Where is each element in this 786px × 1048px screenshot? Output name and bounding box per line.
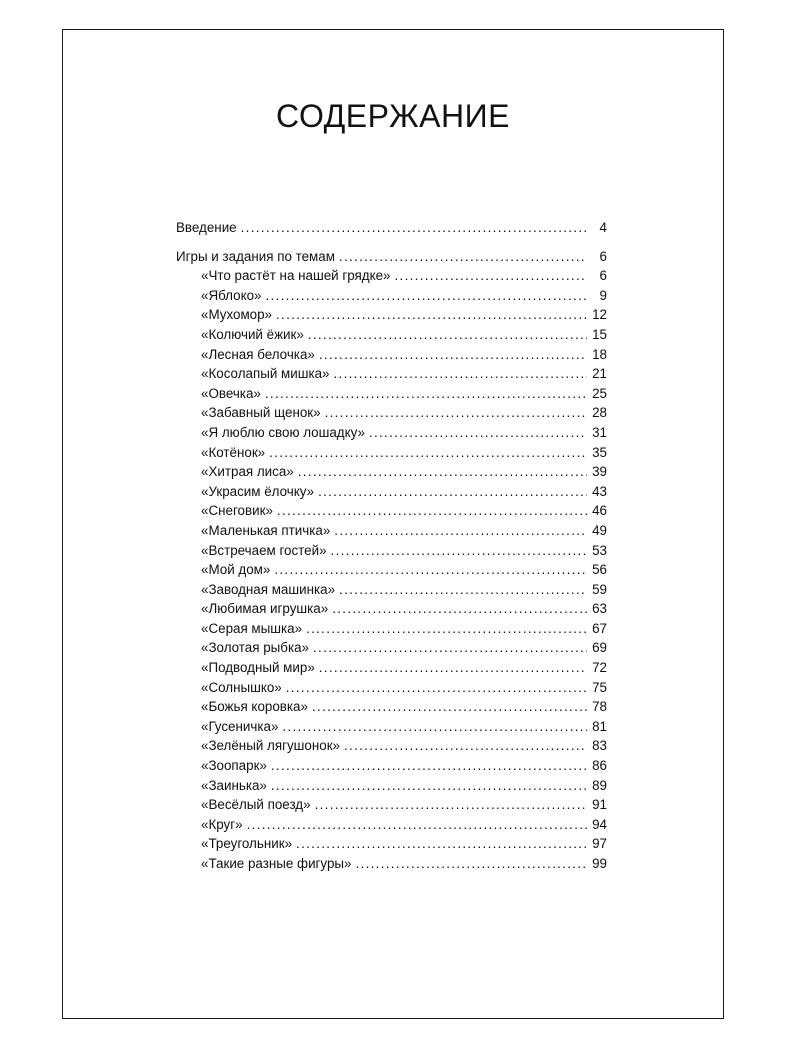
toc-entry-page-number: 99 — [592, 856, 607, 871]
dot-leader — [247, 815, 587, 835]
dot-leader — [266, 286, 588, 306]
toc-entry — [201, 560, 607, 580]
dot-leader — [265, 384, 587, 404]
toc-entry-label: «Любимая игрушка» — [201, 601, 329, 617]
dot-leader — [271, 776, 587, 796]
toc-entry-page-number: 75 — [592, 679, 607, 695]
toc-entry-label: «Я люблю свою лошадку» — [201, 424, 365, 440]
dot-leader — [277, 501, 587, 521]
toc-entry — [201, 815, 607, 835]
toc-entry-page-number: 83 — [592, 738, 607, 754]
dot-leader — [312, 697, 587, 717]
dot-leader — [274, 560, 587, 580]
toc-entry-page-number: 31 — [592, 424, 607, 440]
toc-entry — [201, 638, 607, 658]
toc-entry-label: «Колючий ёжик» — [201, 326, 304, 342]
toc-entry-page-number: 81 — [592, 718, 607, 734]
toc-entry-page-number: 97 — [592, 836, 607, 852]
dot-leader — [308, 325, 587, 345]
toc-entry-label: «Гусеничка» — [201, 718, 279, 734]
toc-entry-page-number: 6 — [599, 248, 607, 264]
toc-entry — [201, 541, 607, 561]
toc-entry-page-number: 18 — [592, 346, 607, 362]
toc-entry-label: «Мухомор» — [201, 307, 272, 323]
toc-entry — [201, 286, 607, 306]
toc-entry — [201, 305, 607, 325]
dot-leader — [269, 443, 587, 463]
toc-entry-page-number: 6 — [599, 268, 607, 284]
toc-entry-page-number: 91 — [592, 797, 607, 813]
toc-entry — [201, 834, 607, 854]
toc-entry — [201, 266, 607, 286]
toc-entry-label: «Заинька» — [201, 777, 267, 793]
toc-entry — [176, 218, 607, 238]
dot-leader — [306, 619, 587, 639]
toc-entry-page-number: 21 — [592, 366, 607, 382]
toc-entry-label: «Встречаем гостей» — [201, 542, 327, 558]
toc-entry-page-number: 69 — [592, 640, 607, 656]
toc-entry-label: Введение — [176, 220, 237, 235]
toc-entry-label: «Серая мышка» — [201, 620, 303, 636]
toc-entry-page-number: 25 — [592, 385, 607, 401]
toc-entry — [201, 521, 607, 541]
dot-leader — [276, 305, 587, 325]
dot-leader — [318, 482, 587, 502]
toc-entry — [201, 580, 607, 600]
dot-leader — [298, 462, 587, 482]
dot-leader — [325, 403, 587, 423]
toc-entry — [201, 423, 607, 443]
toc-entry-page-number: 86 — [592, 758, 607, 774]
toc-entry-label: «Котёнок» — [201, 444, 266, 460]
toc-entry-label: «Овечка» — [201, 385, 261, 401]
toc-entry-page-number: 72 — [592, 660, 607, 676]
toc-entry — [201, 658, 607, 678]
toc-entry-label: «Яблоко» — [201, 287, 262, 303]
dot-leader — [334, 364, 587, 384]
toc-entry — [201, 678, 607, 698]
toc-entry — [176, 247, 607, 267]
dot-leader — [369, 423, 587, 443]
toc-entry-label: «Золотая рыбка» — [201, 640, 309, 656]
toc-entry — [201, 384, 607, 404]
toc-entry-page-number: 12 — [592, 307, 607, 323]
toc-entry-label: «Забавный щенок» — [201, 405, 321, 421]
toc-entry — [201, 599, 607, 619]
toc-entry-page-number: 53 — [592, 542, 607, 558]
dot-leader — [344, 736, 587, 756]
dot-leader — [332, 599, 587, 619]
toc-entry-page-number: 46 — [592, 503, 607, 519]
dot-leader — [319, 658, 587, 678]
toc-entry-page-number: 67 — [592, 620, 607, 636]
toc-entry-label: «Лесная белочка» — [201, 346, 315, 362]
toc-entry-label: «Треугольник» — [201, 836, 293, 852]
toc-entry — [201, 776, 607, 796]
toc-entry — [201, 619, 607, 639]
dot-leader — [282, 717, 587, 737]
toc-entry-label: «Украсим ёлочку» — [201, 483, 315, 499]
toc-entry-label: «Зелёный лягушонок» — [201, 738, 340, 754]
toc-entry-label: «Подводный мир» — [201, 660, 315, 676]
dot-leader — [339, 580, 587, 600]
dot-leader — [315, 795, 587, 815]
dot-leader — [331, 541, 587, 561]
toc-entry-page-number: 56 — [592, 562, 607, 578]
dot-leader — [296, 834, 587, 854]
toc-entry-label: «Что растёт на нашей грядке» — [201, 268, 391, 284]
dot-leader — [334, 521, 587, 541]
toc-entry — [201, 717, 607, 737]
toc-entry-page-number: 63 — [592, 601, 607, 617]
toc-entry-page-number: 59 — [592, 581, 607, 597]
toc-entry-page-number: 49 — [592, 522, 607, 538]
toc-entry-label: «Снеговик» — [201, 503, 273, 519]
toc-entry-page-number: 35 — [592, 444, 607, 460]
toc-entry-label: «Божья коровка» — [201, 699, 308, 715]
toc-entry-page-number: 94 — [592, 816, 607, 832]
toc-entry-page-number: 39 — [592, 464, 607, 480]
toc-entry-page-number: 15 — [592, 326, 607, 342]
toc-entry — [201, 462, 607, 482]
toc-entry — [201, 482, 607, 502]
table-of-contents — [176, 218, 607, 874]
dot-leader — [241, 218, 587, 238]
toc-entry-page-number: 4 — [599, 220, 607, 235]
toc-entry — [201, 364, 607, 384]
toc-entry-label: «Круг» — [201, 816, 243, 832]
dot-leader — [286, 678, 587, 698]
toc-entry-label: «Заводная машинка» — [201, 581, 336, 597]
toc-entry-page-number: 43 — [592, 483, 607, 499]
toc-entry-label: «Мой дом» — [201, 562, 271, 578]
toc-entry-label: Игры и задания по темам — [176, 248, 335, 264]
toc-entry-page-number: 28 — [592, 405, 607, 421]
toc-entry — [201, 697, 607, 717]
toc-entry-page-number: 9 — [599, 287, 607, 303]
toc-entry-label: «Такие разные фигуры» — [201, 856, 352, 871]
dot-leader — [319, 345, 587, 365]
toc-entry-page-number: 78 — [592, 699, 607, 715]
dot-leader — [356, 854, 588, 874]
toc-entry-label: «Хитрая лиса» — [201, 464, 294, 480]
toc-entry-label: «Весёлый поезд» — [201, 797, 311, 813]
toc-entry — [201, 443, 607, 463]
toc-entry — [201, 736, 607, 756]
toc-entry-label: «Маленькая птичка» — [201, 522, 331, 538]
toc-entry — [201, 795, 607, 815]
dot-leader — [339, 247, 587, 267]
toc-entry-label: «Косолапый мишка» — [201, 366, 330, 382]
toc-entry — [201, 854, 607, 874]
dot-leader — [271, 756, 587, 776]
toc-entry — [201, 501, 607, 521]
toc-entry-label: «Солнышко» — [201, 679, 282, 695]
toc-entry-label: «Зоопарк» — [201, 758, 267, 774]
toc-entry — [201, 756, 607, 776]
toc-entry — [201, 325, 607, 345]
toc-entry-page-number: 89 — [592, 777, 607, 793]
toc-entry — [201, 345, 607, 365]
dot-leader — [313, 638, 587, 658]
page-title: СОДЕРЖАНИЕ — [276, 98, 510, 134]
toc-entry — [201, 403, 607, 423]
dot-leader — [395, 266, 588, 286]
